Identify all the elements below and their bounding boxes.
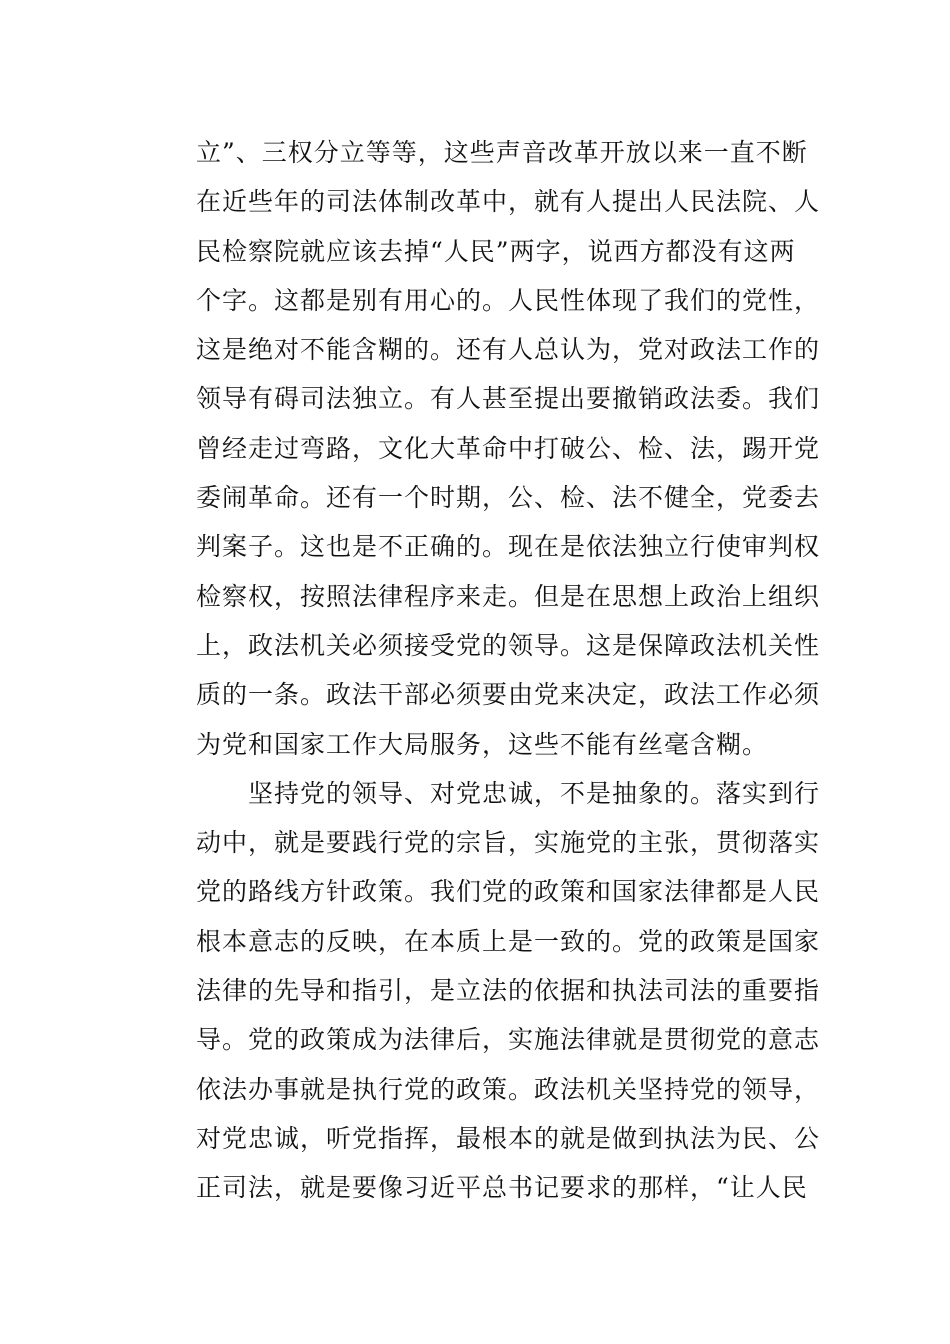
text-line: 委闹革命。还有一个时期，公、检、法不健全，党委去 bbox=[196, 483, 821, 513]
text-line: 民检察院就应该去掉“人民”两字，说西方都没有这两 bbox=[196, 236, 796, 266]
body-text bbox=[196, 128, 821, 1213]
text-line: 个字。这都是别有用心的。人民性体现了我们的党性， bbox=[196, 285, 821, 315]
text-line: 在近些年的司法体制改革中，就有人提出人民法院、人 bbox=[196, 187, 821, 217]
text-line: 检察权，按照法律程序来走。但是在思想上政治上组织 bbox=[196, 581, 821, 611]
text-line: 正司法，就是要像习近平总书记要求的那样，“让人民 bbox=[196, 1173, 808, 1203]
text-line: 为党和国家工作大局服务，这些不能有丝毫含糊。 bbox=[196, 729, 769, 759]
text-line: 党的路线方针政策。我们党的政策和国家法律都是人民 bbox=[196, 877, 821, 907]
text-line: 动中，就是要践行党的宗旨，实施党的主张，贯彻落实 bbox=[196, 828, 821, 858]
text-line: 领导有碍司法独立。有人甚至提出要撤销政法委。我们 bbox=[196, 384, 821, 414]
text-line: 质的一条。政法干部必须要由党来决定，政法工作必须 bbox=[196, 680, 821, 710]
text-line: 依法办事就是执行党的政策。政法机关坚持党的领导， bbox=[196, 1074, 821, 1104]
text-line: 曾经走过弯路，文化大革命中打破公、检、法，踢开党 bbox=[196, 433, 821, 463]
paragraph-start-line: 坚持党的领导、对党忠诚，不是抽象的。落实到行 bbox=[248, 778, 821, 808]
text-line: 法律的先导和指引，是立法的依据和执法司法的重要指 bbox=[196, 976, 821, 1006]
text-line: 判案子。这也是不正确的。现在是依法独立行使审判权 bbox=[196, 532, 821, 562]
text-line: 立”、三权分立等等，这些声音改革开放以来一直不断 bbox=[196, 138, 808, 167]
text-line: 上，政法机关必须接受党的领导。这是保障政法机关性 bbox=[196, 630, 821, 660]
text-line: 根本意志的反映，在本质上是一致的。党的政策是国家 bbox=[196, 926, 821, 956]
text-line: 导。党的政策成为法律后，实施法律就是贯彻党的意志 bbox=[196, 1025, 821, 1055]
text-line: 对党忠诚，听党指挥，最根本的就是做到执法为民、公 bbox=[196, 1123, 821, 1153]
text-line: 这是绝对不能含糊的。还有人总认为，党对政法工作的 bbox=[196, 335, 821, 365]
